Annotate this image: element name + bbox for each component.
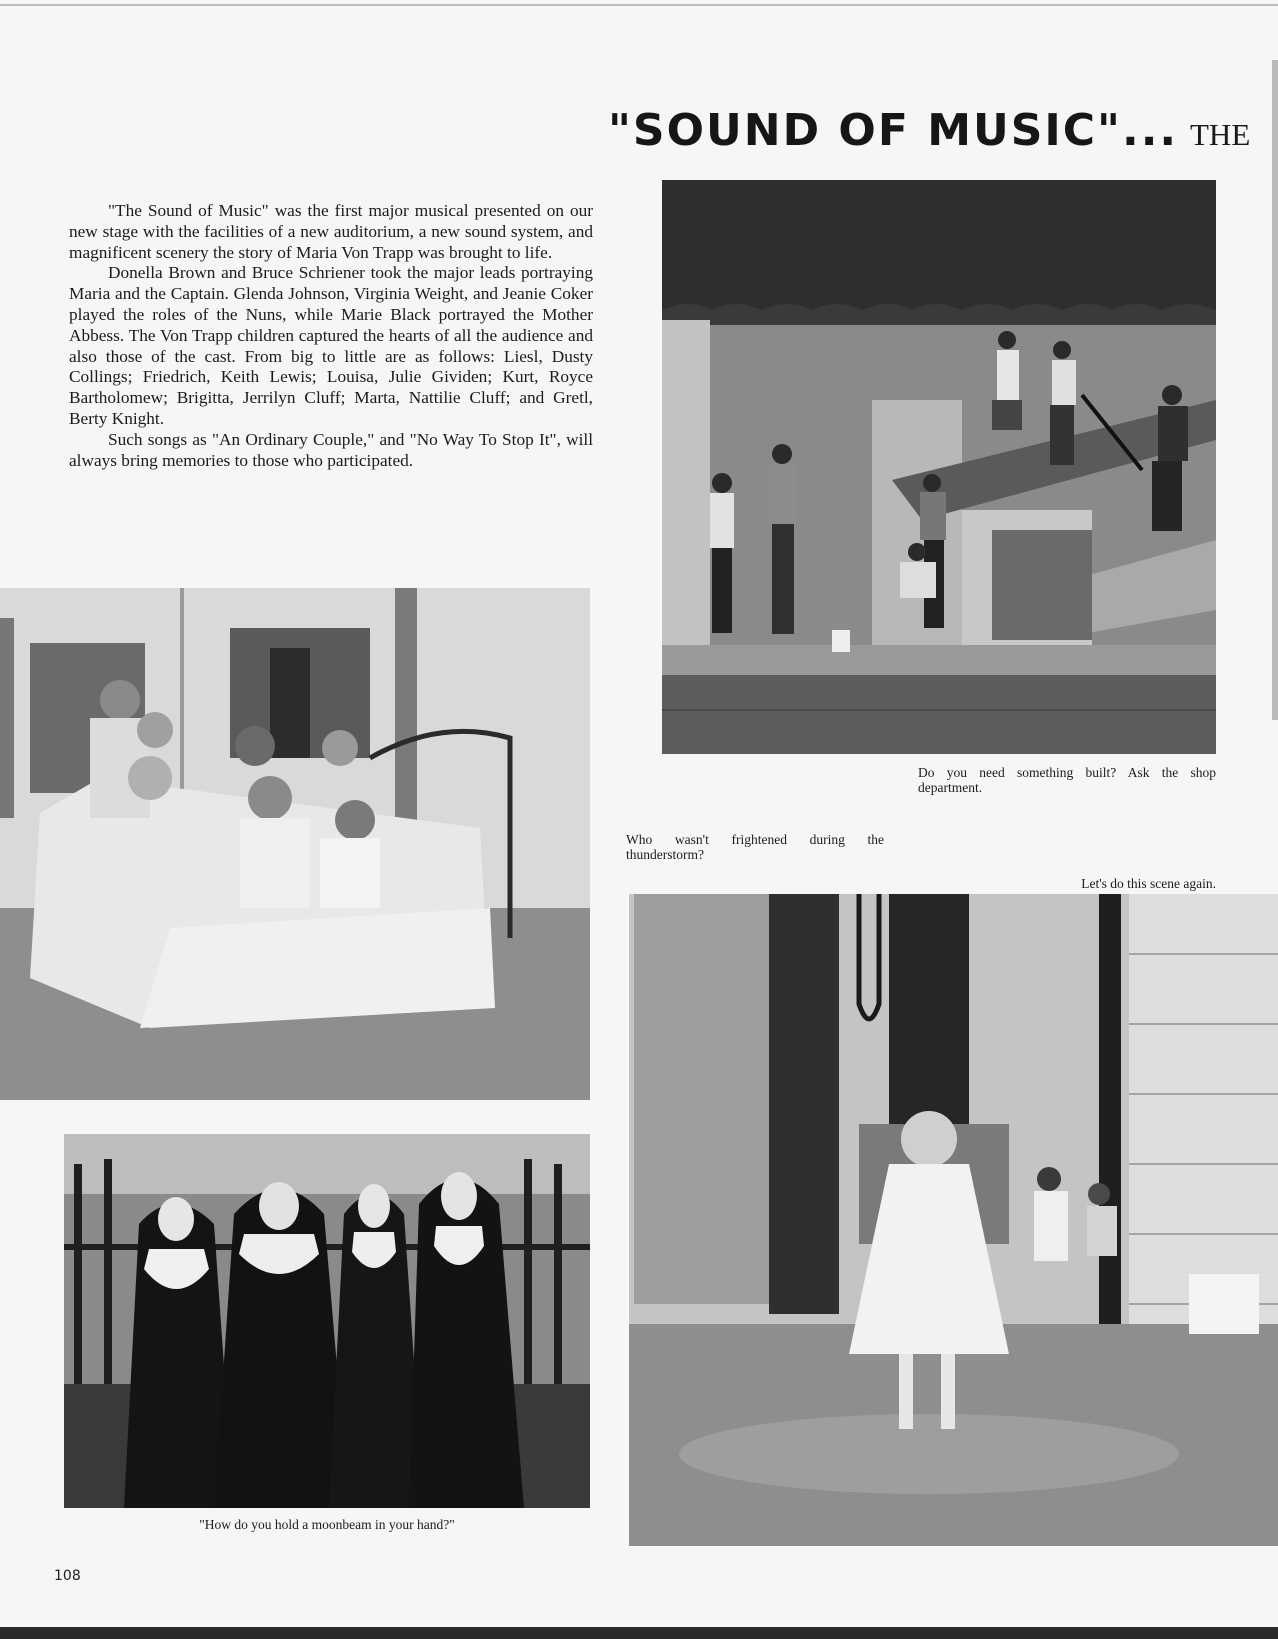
caption-thunderstorm: Who wasn't frightened during the thunderstorm? [626, 832, 884, 862]
article-body [69, 201, 593, 471]
article-paragraph: Donella Brown and Bruce Schriener took the major leads portraying Maria and the Captain. Glenda Johnson, Virginia Weight, and Jeanie Coker played the roles of the Nuns, while Marie Black portrayed the Mother Abbess. The Von Trapp children captured the hearts of all the audience and also those of the cast. From big to little are as follows: Liesl, Dusty Collings; Friedrich, Keith Lewis; Louisa, Julie Gividen; Kurt, Royce Bartholomew; Brigitta, Jerrilyn Cluff; Marta, Nattilie Cluff; and Gretl, Berty Knight. [69, 263, 593, 428]
headline: "SOUND OF MUSIC"... [608, 105, 1179, 156]
top-rule [0, 4, 1278, 6]
photo-dance-scene [629, 894, 1278, 1546]
article-paragraph: "The Sound of Music" was the first major musical presented on our new stage with the facilities of a new auditorium, a new sound system, and magnificent scenery the story of Maria Von Trapp was brought to life. [69, 201, 593, 262]
caption-moonbeam: "How do you hold a moonbeam in your hand?" [199, 1517, 455, 1532]
page-bottom-edge [0, 1627, 1278, 1639]
caption-scene-again: Let's do this scene again. [1081, 876, 1216, 891]
page-number: 108 [54, 1568, 81, 1584]
photo-stage-construction [662, 180, 1216, 754]
page-edge-shadow [1272, 60, 1278, 720]
caption-shop: Do you need something built? Ask the shop department. [918, 765, 1216, 795]
photo-nuns [64, 1134, 590, 1508]
article-paragraph: Such songs as "An Ordinary Couple," and "No Way To Stop It", will always bring memories to those who participated. [69, 429, 593, 470]
headline-continuation: THE [1190, 117, 1251, 152]
photo-children-bed [0, 588, 590, 1100]
